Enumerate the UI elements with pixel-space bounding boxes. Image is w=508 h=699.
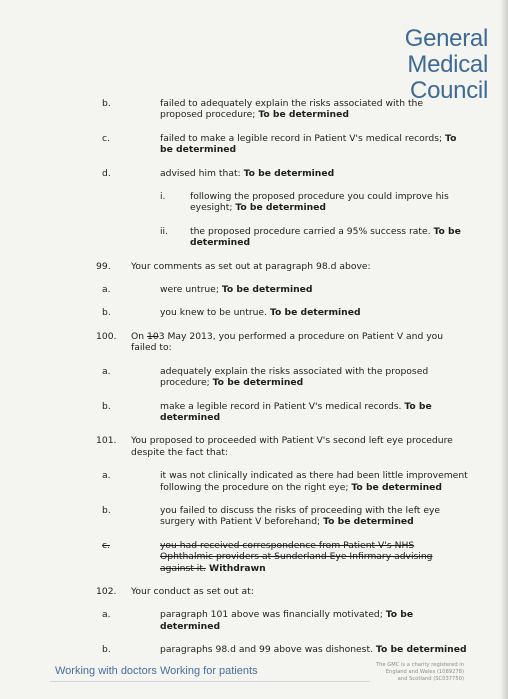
item-text: make a legible record in Patient V's medical records. — [160, 400, 405, 412]
list-item — [102, 539, 468, 574]
item-number: ii. — [160, 225, 169, 237]
list-item — [160, 191, 468, 214]
struck-text: 10 — [146, 330, 159, 342]
struck-text: you had received correspondence from Patient V's NHS Ophthalmic providers at Sunderland Eye Infirmary advising against it. — [160, 539, 433, 574]
list-item — [102, 307, 468, 319]
item-number: b. — [102, 98, 111, 109]
item-status: To be determined — [190, 225, 461, 249]
item-text: paragraphs 98.d and 99 above was dishonest. — [160, 644, 376, 656]
footer-tagline: Working with doctors Working for patients — [55, 665, 258, 677]
list-item — [96, 330, 468, 354]
footer-charity-note — [376, 662, 464, 683]
item-number: 101. — [96, 435, 117, 447]
item-text: following the proposed procedure you could improve his eyesight; — [190, 191, 449, 214]
list-item — [102, 644, 468, 656]
list-item — [102, 167, 468, 179]
list-item — [102, 132, 468, 156]
item-status: To be determined — [160, 132, 457, 156]
logo-line-general: General — [404, 25, 488, 52]
list-item — [102, 365, 468, 389]
item-number: a. — [102, 284, 111, 296]
list-item — [160, 225, 468, 249]
list-item — [102, 470, 468, 493]
item-text: adequately explain the risks associated with the proposed procedure; — [160, 365, 429, 389]
item-number: 99. — [96, 260, 111, 272]
item-number: b. — [102, 504, 111, 516]
list-item — [102, 609, 468, 632]
list-item — [102, 400, 468, 424]
item-status: To be determined — [375, 644, 467, 656]
item-number: a. — [102, 365, 111, 377]
scan-edge-shadow — [500, 0, 508, 699]
item-status: Withdrawn — [205, 562, 266, 574]
item-text: paragraph 101 above was financially motivated; — [160, 609, 386, 621]
item-text: You proposed to proceeded with Patient V's second left eye procedure despite the fact that: — [131, 435, 453, 458]
footer-small-line: and Scotland (SC037750) — [397, 676, 464, 682]
list-item — [96, 585, 468, 597]
allegations-list — [96, 98, 468, 656]
item-text: advised him that: — [160, 167, 244, 179]
item-status: To be determined — [212, 377, 304, 389]
item-number: b. — [102, 307, 111, 319]
item-number: d. — [102, 167, 111, 179]
item-text: failed to make a legible record in Patient V's medical records; — [160, 132, 446, 144]
item-status: To be determined — [258, 109, 349, 121]
item-status: To be determined — [323, 516, 414, 528]
item-status: To be determined — [269, 307, 361, 319]
item-text: you knew to be untrue. — [160, 307, 270, 319]
item-number: 100. — [96, 330, 117, 342]
item-number: b. — [102, 400, 111, 412]
item-text: On — [131, 330, 147, 342]
item-number: 102. — [96, 585, 117, 597]
item-status: To be determined — [235, 202, 326, 214]
item-text: 3 May 2013, you performed a procedure on Patient V and you failed to: — [131, 330, 444, 354]
item-text: failed to adequately explain the risks associated with the proposed procedure; — [160, 98, 424, 121]
list-item — [96, 260, 468, 272]
item-number: c. — [102, 132, 110, 144]
item-status: To be determined — [221, 284, 313, 296]
item-text: Your comments as set out at paragraph 98.d above: — [131, 260, 371, 272]
list-item — [102, 98, 468, 121]
item-number: c. — [102, 539, 110, 551]
item-number: a. — [102, 470, 111, 482]
item-number: i. — [160, 191, 166, 203]
logo-line-council: Council — [410, 77, 488, 104]
footer-small-line: The GMC is a charity registered in — [375, 662, 464, 668]
item-text: were untrue; — [160, 284, 222, 296]
logo-line-medical: Medical — [407, 51, 488, 78]
item-status: To be determined — [160, 400, 432, 423]
item-text: the proposed procedure carried a 95% success rate. — [190, 225, 434, 237]
item-status: To be determined — [160, 609, 414, 632]
list-item — [96, 435, 468, 458]
item-status: To be determined — [351, 481, 442, 493]
item-text: Your conduct as set out at: — [131, 585, 254, 597]
item-number: a. — [102, 609, 111, 621]
gmc-logo — [405, 26, 488, 104]
item-number: b. — [102, 644, 111, 656]
list-item — [102, 284, 468, 296]
list-item — [102, 504, 468, 528]
footer-divider — [50, 681, 370, 682]
item-status: To be determined — [243, 167, 335, 179]
item-text: you failed to discuss the risks of proceeding with the left eye surgery with Patient V beforehand; — [160, 504, 441, 528]
footer-small-line: England and Wales (1089278) — [385, 669, 464, 675]
item-text: it was not clinically indicated as there had been little improvement following the procedure on the right eye; — [160, 470, 468, 493]
